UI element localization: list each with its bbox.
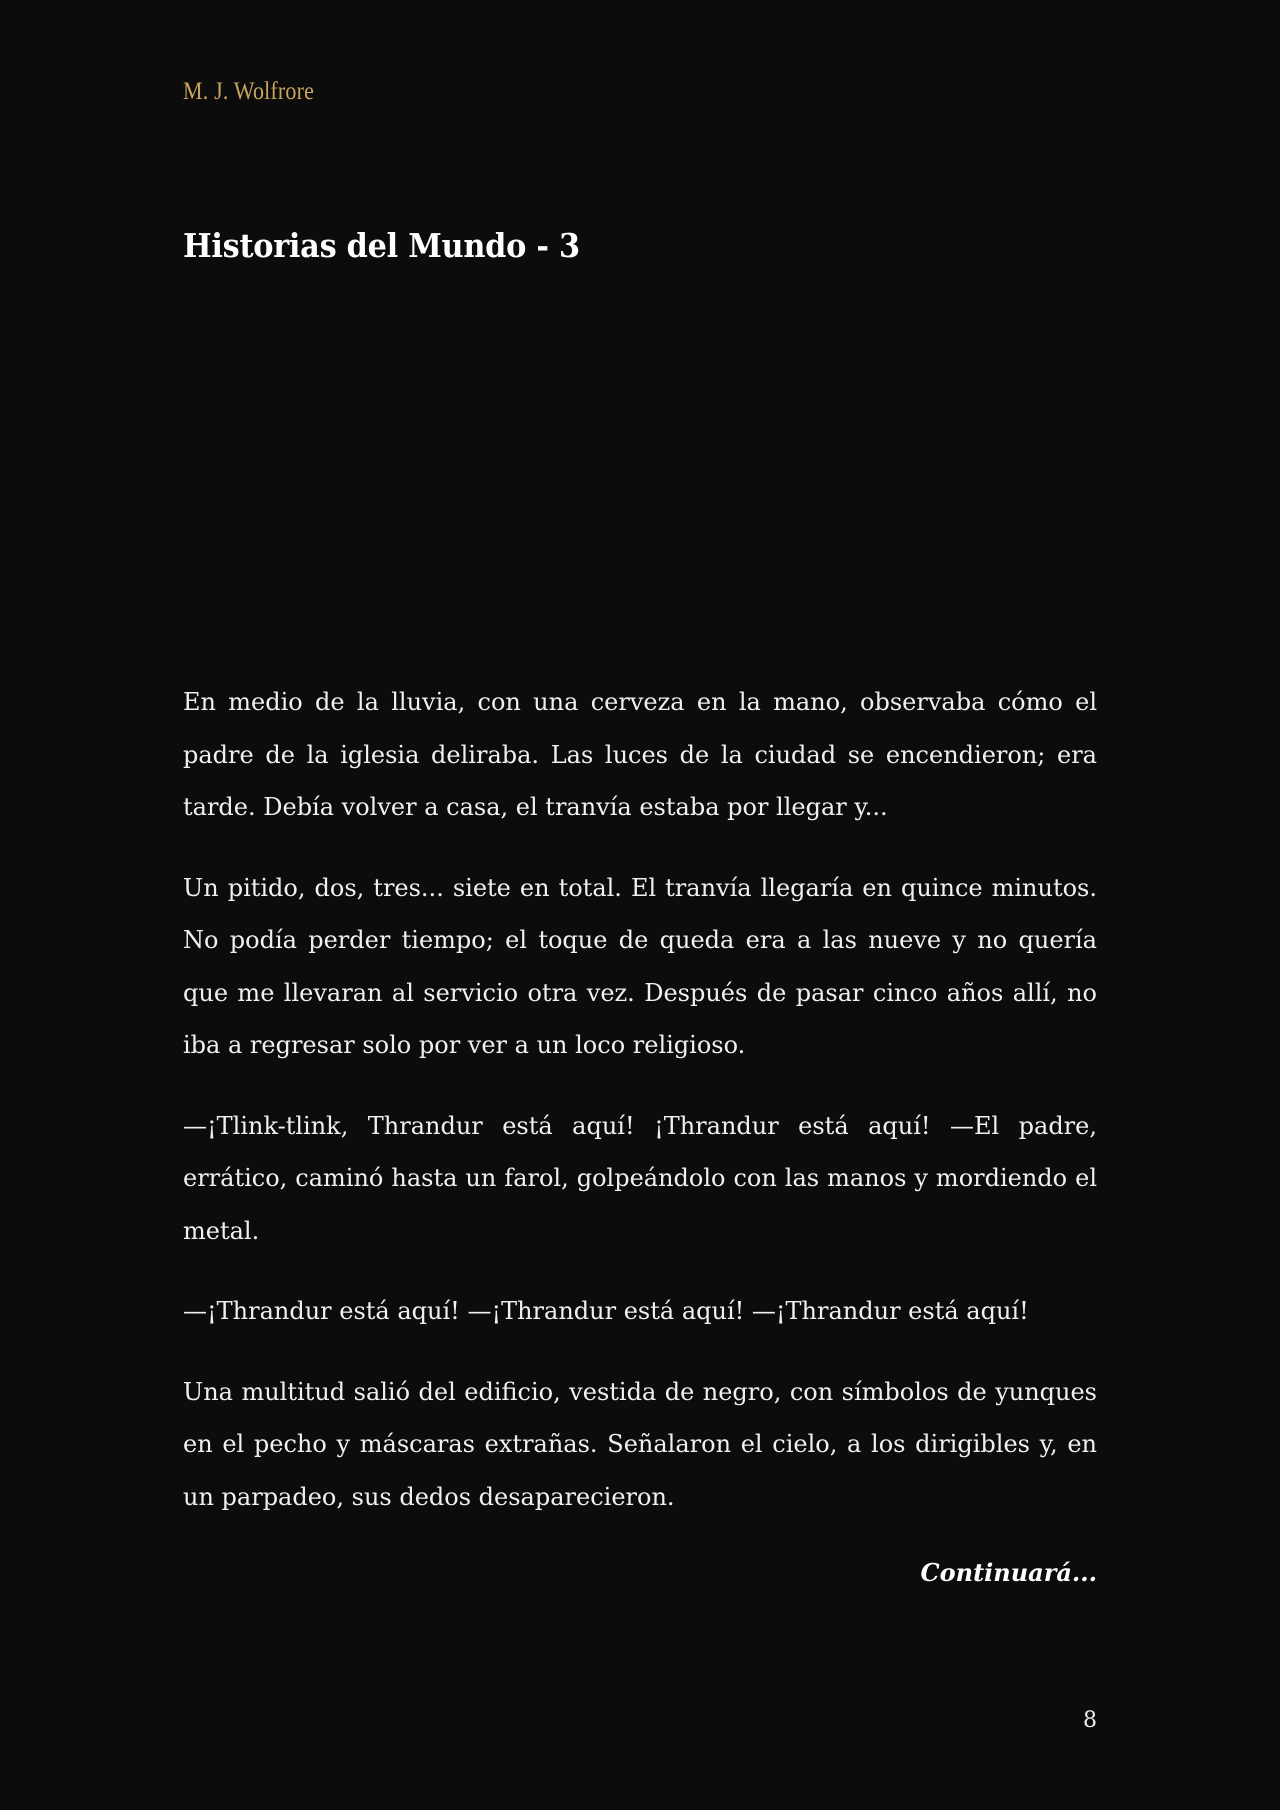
chapter-body [183, 676, 1097, 1599]
paragraph: En medio de la lluvia, con una cerveza en la mano, observaba cómo el padre de la iglesia deliraba. Las luces de la ciudad se encendieron; era tarde. Debía volver a casa, el tranvía estaba por llegar y... [183, 688, 1097, 821]
to-be-continued: Continuará... [920, 1558, 1097, 1587]
page-number: 8 [1083, 1708, 1097, 1733]
chapter-title: Historias del Mundo - 3 [183, 226, 580, 265]
paragraph: —¡Tlink-tlink, Thrandur está aquí! ¡Thrandur está aquí! —El padre, errático, caminó hasta un farol, golpeándolo con las manos y mordiendo el metal. [183, 1111, 1097, 1245]
running-header-author: M. J. Wolfrore [183, 78, 315, 105]
paragraph: Un pitido, dos, tres... siete en total. El tranvía llegaría en quince minutos. No podía perder tiempo; el toque de queda era a las nueve y no quería que me llevaran al servicio otra vez. Después de pasar cinco años allí, no iba a regresar solo por ver a un loco religioso. [183, 873, 1097, 1059]
paragraph: Una multitud salió del edificio, vestida de negro, con símbolos de yunques en el pecho y máscaras extrañas. Señalaron el cielo, a los dirigibles y, en un parpadeo, sus dedos desaparecieron. [183, 1377, 1097, 1511]
paragraph: —¡Thrandur está aquí! —¡Thrandur está aquí! —¡Thrandur está aquí! [183, 1297, 1029, 1325]
